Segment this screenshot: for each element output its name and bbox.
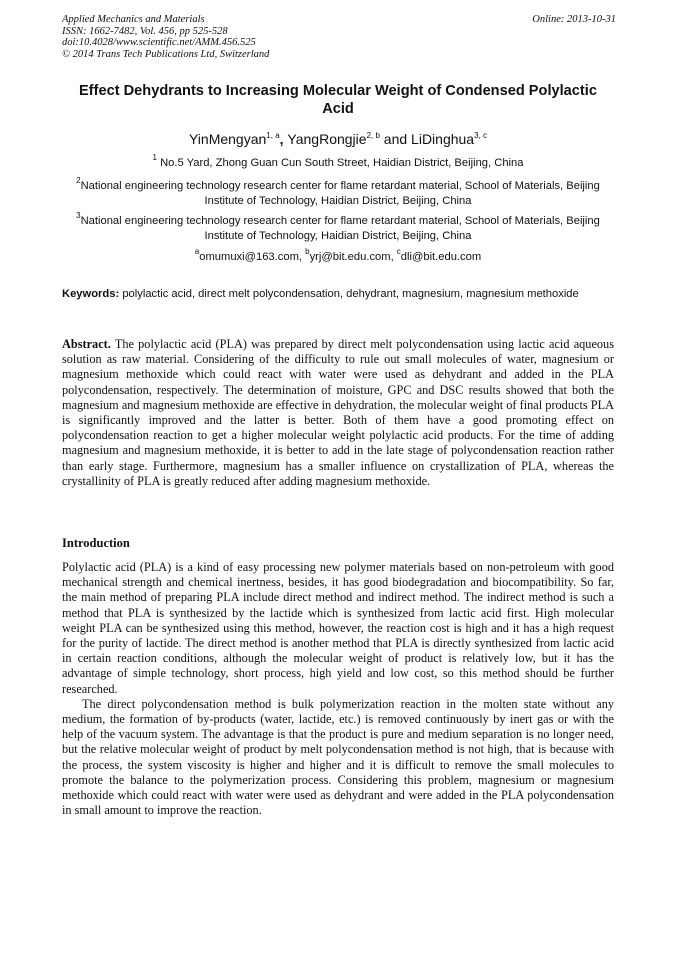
affiliation-superscript: 1 xyxy=(152,153,157,162)
author-name: YangRongjie xyxy=(287,131,367,147)
introduction-body xyxy=(62,560,614,818)
email-text: dli@bit.edu.com xyxy=(400,251,482,263)
email-list xyxy=(62,247,614,265)
author-superscript: 2, b xyxy=(366,131,380,140)
keywords-text: polylactic acid, direct melt polycondensation, dehydrant, magnesium, magnesium methoxide xyxy=(122,288,579,300)
author-superscript: 1, a xyxy=(266,131,280,140)
affiliation-superscript: 2 xyxy=(76,176,81,185)
email-superscript: b xyxy=(305,247,310,256)
online-date: Online: 2013-10-31 xyxy=(532,14,616,25)
abstract-block xyxy=(62,337,614,489)
author-name: LiDinghua xyxy=(411,131,475,147)
affiliation-superscript: 3 xyxy=(76,211,81,220)
paper-title: Effect Dehydrants to Increasing Molecular Weight of Condensed Polylactic Acid xyxy=(79,83,597,117)
affiliation-1 xyxy=(62,153,614,171)
email-text: yrj@bit.edu.com, xyxy=(309,251,397,263)
issn-line: ISSN: 1662-7482, Vol. 456, pp 525-528 xyxy=(62,25,228,37)
journal-header xyxy=(62,14,616,60)
keywords-label: Keywords: xyxy=(62,288,120,300)
affiliation-text: No.5 Yard, Zhong Guan Cun South Street, Haidian District, Beijing, China xyxy=(160,157,524,169)
email-superscript: a xyxy=(194,247,200,256)
introduction-paragraph: Polylactic acid (PLA) is a kind of easy processing new polymer materials based on non-petroleum with good mechanical strength and chemical inertness, besides, it has good biodegradation and biocompatibility. So far, the main method of preparing PLA include direct method and indirect method. The indirect method is such a method that PLA is synthesized by the lactide which is synthesized from lactic acid first. High molecular weight PLA can be synthesized using this method, however, the reaction cost is high and it has a high request for the purity of lactide. The direct method is another method that PLA is directly synthesized from lactic acid in certain reaction conditions, although the molecular weight of product is relatively low, but it has the advantage of simple technology, short process, high yield and low cost, so this method should be further researched. xyxy=(62,560,614,696)
affiliation-text: National engineering technology research center for flame retardant material, School of Materials, Beijing Institute of Technology, Haidian District, Beijing, China xyxy=(80,215,600,242)
author-name: YinMengyan xyxy=(188,131,267,147)
author-superscript: 3, c xyxy=(474,131,488,140)
author-list xyxy=(62,130,614,148)
introduction-paragraph: The direct polycondensation method is bulk polymerization reaction in the molten state without any medium, the formation of by-products (water, lactide, etc.) is removed continuously by inert gas or with the help of the vacuum system. The advantage is that the product is pure and medium separation is no longer need, but the relative molecular weight of product by melt polycondensation method is not high, that is because with the process, the system viscosity is higher and higher and it is difficult to remove the small molecules to promote the balance to the polymerization process. Considering this problem, magnesium or magnesium methoxide which could react with water were used as dehydrant and were added in the PLA polycondensation in small amount to improve the reaction. xyxy=(62,696,614,818)
keywords-block xyxy=(62,287,614,302)
introduction-heading: Introduction xyxy=(62,536,130,550)
author-separator: and xyxy=(379,131,412,147)
abstract-text: The polylactic acid (PLA) was prepared by direct melt polycondensation using lactic acid aqueous solution as raw material. Considering of the difficulty to rule out small molecules of water, magnesium or magnesium methoxide which could react with water were used as dehydrant and added in the PLA polycondensation, respectively. The determination of moisture, GPC and DSC results showed that both the magnesium and magnesium methoxide are effective in dehydration, the molecular weight of final products PLA is significantly improved and the latter is better. Both of them have a good promoting effect on polycondensation reaction to get a higher molecular weight polylactic acid products. For the time of adding magnesium and magnesium methoxide, it is better to add in the late stage of polycondensation reaction rather than early stage. Furthermore, magnesium has a smaller influence on crystallization of PLA, whereas the crystallinity of PLA is greatly reduced after adding magnesium methoxide. xyxy=(62,337,614,488)
email-text: omumuxi@163.com, xyxy=(199,251,306,263)
affiliation-2 xyxy=(62,176,614,209)
abstract-label: Abstract. xyxy=(62,337,111,351)
affiliation-text: National engineering technology research center for flame retardant material, School of Materials, Beijing Institute of Technology, Haidian District, Beijing, China xyxy=(80,180,600,207)
affiliation-3 xyxy=(62,211,614,244)
author-separator: , xyxy=(279,131,288,147)
doi-line: doi:10.4028/www.scientific.net/AMM.456.525 xyxy=(62,37,256,48)
journal-name: Applied Mechanics and Materials xyxy=(62,14,205,25)
copyright-line: © 2014 Trans Tech Publications Ltd, Switzerland xyxy=(62,48,270,60)
email-superscript: c xyxy=(396,247,401,256)
